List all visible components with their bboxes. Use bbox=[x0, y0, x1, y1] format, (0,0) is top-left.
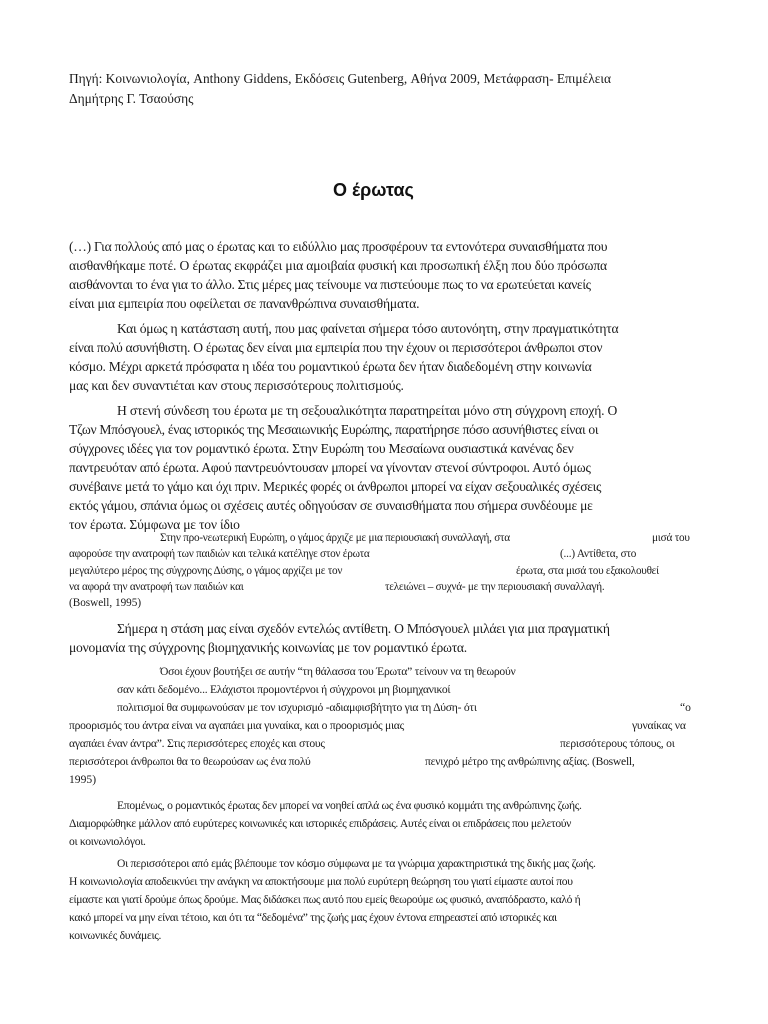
paragraph-line: Σήμερα η στάση μας είναι σχεδόν εντελώς αντίθετη. Ο Μπόσγουελ μιλάει για μια πραγματική bbox=[117, 621, 610, 636]
quote-line: πολιτισμοί θα συμφωνούσαν με τον ισχυρισμό -αδιαμφισβήτητο για τη Δύση- ότι bbox=[117, 701, 477, 714]
source-line: Δημήτρης Γ. Τσαούσης bbox=[69, 91, 194, 106]
paragraph-line: Τζων Μπόσγουελ, ένας ιστορικός της Μεσαιωνικής Ευρώπης, παρατήρησε πόσο ασυνήθιστες είναι οι bbox=[69, 422, 599, 437]
quote-line: 1995) bbox=[69, 773, 97, 786]
paragraph-line: οι κοινωνιολόγοι. bbox=[69, 835, 146, 848]
source-line: Πηγή: Κοινωνιολογία, Anthony Giddens, Εκδόσεις Gutenberg, Αθήνα 2009, Μετάφραση- Επιμέλεια bbox=[69, 71, 611, 86]
quote-line: (Boswell, 1995) bbox=[69, 597, 142, 609]
paragraph-line: τον έρωτα. Σύμφωνα με τον ίδιο bbox=[69, 517, 240, 532]
quote-line: περισσότεροι άνθρωποι θα το θεωρούσαν ως ένα πολύ bbox=[69, 755, 311, 768]
paragraph-line: (…) Για πολλούς από μας ο έρωτας και το ειδύλλιο μας προσφέρουν τα εντονότερα συναισθήματα που bbox=[69, 239, 608, 254]
page-title: Ο έρωτας bbox=[333, 180, 414, 200]
quote-line: έρωτα, στα μισά του εξακολουθεί bbox=[516, 565, 659, 577]
paragraph-line: κόσμο. Μέχρι αρκετά πρόσφατα η ιδέα του ρομαντικού έρωτα δεν ήταν διαδεδομένη στην κοινωνία bbox=[69, 359, 592, 374]
quote-line: αγαπάει έναν άντρα”. Στις περισσότερες εποχές και στους bbox=[69, 737, 325, 750]
paragraph-line: σύγχρονες ιδέες για τον ρομαντικό έρωτα. Στην Ευρώπη του Μεσαίωνα ουσιαστικά κανένας δεν bbox=[69, 441, 574, 456]
paragraph-line: αισθάνονται το ένα για το άλλο. Στις μέρες μας τείνουμε να πιστεύουμε πως το να ερωτεύεται κανείς bbox=[69, 277, 591, 292]
paragraph-line: Η κοινωνιολογία αποδεικνύει την ανάγκη να αποκτήσουμε μια πολύ ευρύτερη θεώρηση του γιατί είμαστε αυτοί που bbox=[69, 875, 573, 888]
paragraph-line: Και όμως η κατάσταση αυτή, που μας φαίνεται σήμερα τόσο αυτονόητη, στην πραγματικότητα bbox=[117, 321, 619, 336]
paragraph-line: κοινωνικές δυνάμεις. bbox=[69, 929, 162, 942]
quote-line: αφορούσε την ανατροφή των παιδιών και τελικά κατέληγε στον έρωτα bbox=[69, 548, 370, 560]
quote-line: τελειώνει – συχνά- με την περιουσιακή συναλλαγή. bbox=[385, 581, 605, 593]
quote-line: (...) Αντίθετα, στο bbox=[560, 548, 637, 560]
paragraph-line: κακό μπορεί να μην είναι τέτοιο, και ότι τα “δεδομένα” της ζωής μας έχουν έντονα επηρεαστεί από ιστορικές και bbox=[69, 911, 557, 924]
paragraph-line: είμαστε και γιατί δρούμε όπως δρούμε. Μας διδάσκει πως αυτό που εμείς θεωρούμε ως φυσικό, αναπόδραστο, καλό ή bbox=[69, 893, 581, 906]
quote-line: περισσότερους τόπους, οι bbox=[560, 737, 675, 750]
quote-line: σαν κάτι δεδομένο... Ελάχιστοι προμοντέρνοι ή σύγχρονοι μη βιομηχανικοί bbox=[117, 683, 451, 696]
paragraph-line: Επομένως, ο ρομαντικός έρωτας δεν μπορεί να νοηθεί απλά ως ένα φυσικό κομμάτι της ανθρώπινης ζωής. bbox=[117, 799, 582, 812]
paragraph-line: συνέβαινε μετά το γάμο και όχι πριν. Μερικές φορές οι άνθρωποι μπορεί να είχαν σεξουαλικές σχέσεις bbox=[69, 479, 602, 494]
quote-line: πενιχρό μέτρο της ανθρώπινης αξίας. (Boswell, bbox=[425, 755, 635, 768]
paragraph-line: αισθανθήκαμε ποτέ. Ο έρωτας εκφράζει μια αμοιβαία φυσική και προσωπική έλξη που δύο πρόσωπα bbox=[69, 258, 607, 273]
paragraph-line: είναι μια εμπειρία που οφείλεται σε πανανθρώπινα συναισθήματα. bbox=[69, 296, 420, 311]
quote-line: Στην προ-νεωτερική Ευρώπη, ο γάμος άρχιζε με μια περιουσιακή συναλλαγή, στα bbox=[160, 532, 510, 544]
quote-line: μισά του bbox=[652, 532, 690, 544]
quote-line: προορισμός του άντρα είναι να αγαπάει μια γυναίκα, και ο προορισμός μιας bbox=[69, 719, 404, 732]
paragraph-line: Διαμορφώθηκε μάλλον από ευρύτερες κοινωνικές και ιστορικές επιδράσεις. Αυτές είναι οι επιδράσεις που μελετούν bbox=[69, 817, 572, 830]
paragraph-line: είναι πολύ ασυνήθιστη. Ο έρωτας δεν είναι μια εμπειρία που την έχουν οι περισσότεροι άνθρωποι στον bbox=[69, 340, 603, 355]
paragraph-line: Η στενή σύνδεση του έρωτα με τη σεξουαλικότητα παρατηρείται μόνο στη σύγχρονη εποχή. Ο bbox=[117, 403, 618, 418]
quote-line: μεγαλύτερο μέρος της σύγχρονης Δύσης, ο γάμος αρχίζει με τον bbox=[69, 565, 343, 577]
quote-line: γυναίκας να bbox=[632, 719, 686, 732]
paragraph-line: Οι περισσότεροι από εμάς βλέπουμε τον κόσμο σύμφωνα με τα γνώριμα χαρακτηριστικά της δικής μας ζωής. bbox=[117, 857, 596, 870]
paragraph-line: παντρευόταν από έρωτα. Αφού παντρευόντουσαν μπορεί να γίνονταν στενοί σύντροφοι. Αυτό όμως bbox=[69, 460, 591, 475]
quote-line: Όσοι έχουν βουτήξει σε αυτήν “τη θάλασσα του Έρωτα” τείνουν να τη θεωρούν bbox=[160, 665, 516, 678]
paragraph-line: μας και δεν συναντιέται καν στους περισσότερους πολιτισμούς. bbox=[69, 378, 404, 393]
quote-line: να αφορά την ανατροφή των παιδιών και bbox=[69, 581, 244, 593]
paragraph-line: εκτός γάμου, σπάνια όμως οι σχέσεις αυτές οδηγούσαν σε συναισθήματα που σήμερα συνδέουμε με bbox=[69, 498, 593, 513]
paragraph-line: μονομανία της σύγχρονης βιομηχανικής κοινωνίας με τον ρομαντικό έρωτα. bbox=[69, 640, 467, 655]
quote-line: “ο bbox=[680, 701, 691, 714]
